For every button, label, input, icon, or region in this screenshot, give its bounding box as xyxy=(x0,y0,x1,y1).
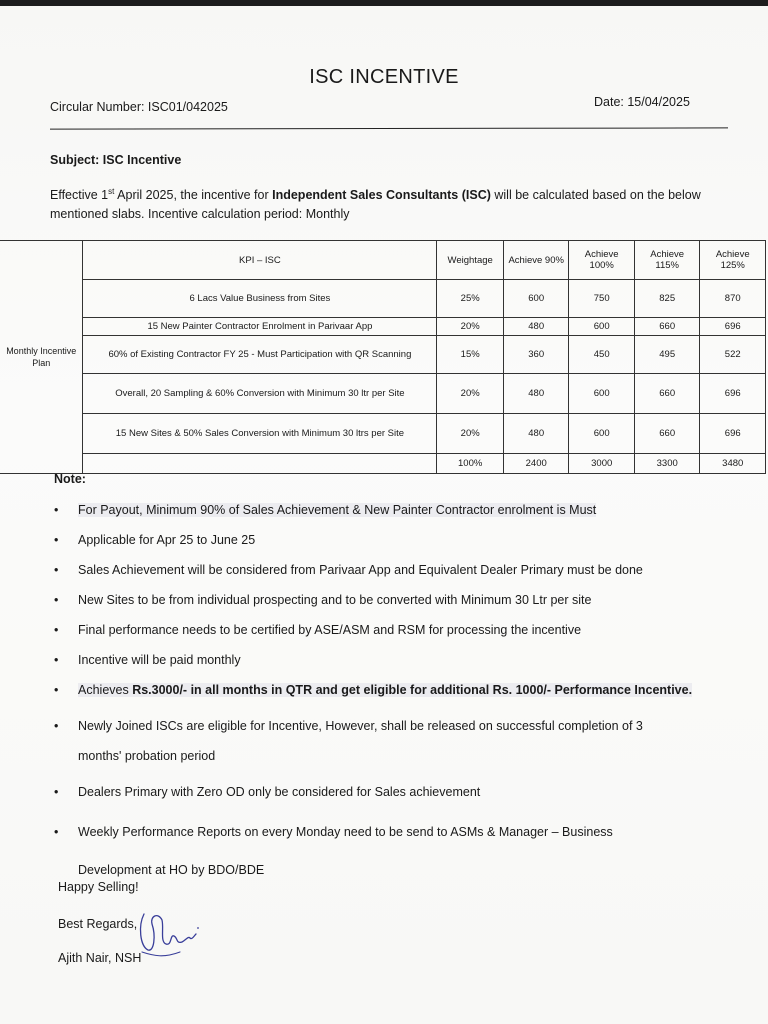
total-achieve-90: 2400 xyxy=(503,454,569,474)
table-row xyxy=(0,280,766,318)
row-achieve-90: 480 xyxy=(503,414,569,454)
header-achieve-100: Achieve 100% xyxy=(569,241,635,280)
header-weightage: Weightage xyxy=(437,241,504,280)
note-text: Dealers Primary with Zero OD only be considered for Sales achievement xyxy=(78,785,481,799)
intro-paragraph xyxy=(50,182,730,224)
row-achieve-90: 480 xyxy=(503,318,569,336)
row-achieve-90: 360 xyxy=(503,336,569,374)
note-text: Final performance needs to be certified by ASE/ASM and RSM for processing the incentive xyxy=(78,623,582,637)
row-achieve-125: 696 xyxy=(700,374,766,414)
document-title: ISC INCENTIVE xyxy=(309,66,459,88)
note-text: Applicable for Apr 25 to June 25 xyxy=(78,533,256,547)
row-achieve-115: 495 xyxy=(634,336,700,374)
row-achieve-125: 522 xyxy=(700,336,766,374)
row-kpi: Overall, 20 Sampling & 60% Conversion with Minimum 30 ltr per Site xyxy=(83,374,437,414)
bullet-icon: • xyxy=(54,503,59,517)
circular-number: Circular Number: ISC01/042025 xyxy=(50,100,228,114)
best-regards: Best Regards, xyxy=(58,917,138,931)
note-text: Newly Joined ISCs are eligible for Incentive, However, shall be released on successful completion of 3 xyxy=(78,719,643,733)
total-achieve-125: 3480 xyxy=(700,454,766,474)
note-text: Weekly Performance Reports on every Monday need to be send to ASMs & Manager – Business xyxy=(78,825,613,839)
total-achieve-115: 3300 xyxy=(634,454,700,474)
table-row xyxy=(0,336,766,374)
list-item xyxy=(54,785,744,799)
row-achieve-100: 600 xyxy=(569,374,635,414)
signer-name: Ajith Nair, NSH xyxy=(58,951,142,965)
row-achieve-115: 660 xyxy=(634,414,700,454)
list-item xyxy=(54,653,744,667)
row-achieve-100: 600 xyxy=(569,318,635,336)
header-divider xyxy=(50,127,728,129)
bullet-icon: • xyxy=(54,683,59,697)
row-kpi: 6 Lacs Value Business from Sites xyxy=(83,280,437,318)
bullet-icon: • xyxy=(54,785,59,799)
intro-text-1: Effective 1 xyxy=(50,188,109,203)
list-item xyxy=(54,503,744,517)
incentive-table xyxy=(0,240,766,474)
row-achieve-100: 750 xyxy=(569,280,635,318)
note-text: Sales Achievement will be considered from Parivaar App and Equivalent Dealer Primary must be done xyxy=(78,563,643,577)
row-achieve-90: 600 xyxy=(503,280,569,318)
row-weightage: 15% xyxy=(437,336,504,374)
note-text: Incentive will be paid monthly xyxy=(78,653,241,667)
row-achieve-125: 696 xyxy=(700,414,766,454)
total-weightage: 100% xyxy=(437,454,504,474)
row-weightage: 25% xyxy=(437,280,504,318)
happy-selling: Happy Selling! xyxy=(58,880,139,894)
row-achieve-125: 870 xyxy=(700,280,766,318)
header-achieve-90: Achieve 90% xyxy=(503,241,569,280)
row-achieve-100: 600 xyxy=(569,414,635,454)
bullet-icon: • xyxy=(54,623,59,637)
row-achieve-100: 450 xyxy=(569,336,635,374)
bullet-icon: • xyxy=(54,653,59,667)
note-text: months' probation period xyxy=(78,749,216,763)
list-item xyxy=(54,533,744,547)
total-kpi xyxy=(83,454,437,474)
list-item xyxy=(54,563,744,577)
bullet-icon: • xyxy=(54,719,59,733)
list-item xyxy=(54,711,744,771)
circular-date: Date: 15/04/2025 xyxy=(594,95,690,109)
row-achieve-125: 696 xyxy=(700,318,766,336)
signature-icon xyxy=(134,906,204,962)
row-achieve-115: 660 xyxy=(634,318,700,336)
bullet-icon: • xyxy=(54,593,59,607)
subject-line: Subject: ISC Incentive xyxy=(50,153,182,167)
bullet-icon: • xyxy=(54,825,59,839)
table-row xyxy=(0,414,766,454)
list-item xyxy=(54,623,744,637)
intro-text-2: April 2025, the incentive for xyxy=(114,188,273,203)
row-kpi: 15 New Painter Contractor Enrolment in Parivaar App xyxy=(83,318,437,336)
intro-superscript: st xyxy=(108,187,115,196)
row-kpi: 15 New Sites & 50% Sales Conversion with Minimum 30 ltrs per Site xyxy=(83,414,437,454)
list-item xyxy=(54,593,744,607)
row-weightage: 20% xyxy=(437,414,504,454)
table-total-row xyxy=(0,454,766,474)
notes-list xyxy=(54,503,744,889)
total-achieve-100: 3000 xyxy=(569,454,635,474)
bullet-icon: • xyxy=(54,533,59,547)
header-achieve-125: Achieve 125% xyxy=(700,241,766,280)
header-kpi: KPI – ISC xyxy=(83,241,437,280)
note-text: For Payout, Minimum 90% of Sales Achievement & New Painter Contractor enrolment is Must xyxy=(78,503,597,517)
highlighted-note xyxy=(78,683,692,697)
row-achieve-115: 825 xyxy=(634,280,700,318)
bullet-icon: • xyxy=(54,563,59,577)
list-item xyxy=(54,813,744,889)
row-achieve-90: 480 xyxy=(503,374,569,414)
row-achieve-115: 660 xyxy=(634,374,700,414)
table-row xyxy=(0,374,766,414)
monthly-incentive-plan-label: Monthly Incentive Plan xyxy=(0,241,83,474)
header-achieve-115: Achieve 115% xyxy=(634,241,700,280)
row-weightage: 20% xyxy=(437,318,504,336)
scan-edge xyxy=(0,0,768,6)
table-row xyxy=(0,318,766,336)
list-item xyxy=(54,683,744,697)
table-header-row xyxy=(0,241,766,280)
intro-text-3: will be calculated based on the below mentioned slabs. Incentive calculation period: Monthly xyxy=(50,188,701,222)
intro-bold: Independent Sales Consultants (ISC) xyxy=(272,188,491,203)
row-weightage: 20% xyxy=(437,374,504,414)
note-text: New Sites to be from individual prospecting and to be converted with Minimum 30 Ltr per site xyxy=(78,593,592,607)
notes-heading: Note: xyxy=(54,472,86,486)
note-bold-text: Rs.3000/- in all months in QTR and get eligible for additional Rs. 1000/- Performance Incentive. xyxy=(132,683,693,697)
note-text: Development at HO by BDO/BDE xyxy=(78,863,265,877)
row-kpi: 60% of Existing Contractor FY 25 - Must Participation with QR Scanning xyxy=(83,336,437,374)
note-text: Achieves xyxy=(78,683,133,697)
